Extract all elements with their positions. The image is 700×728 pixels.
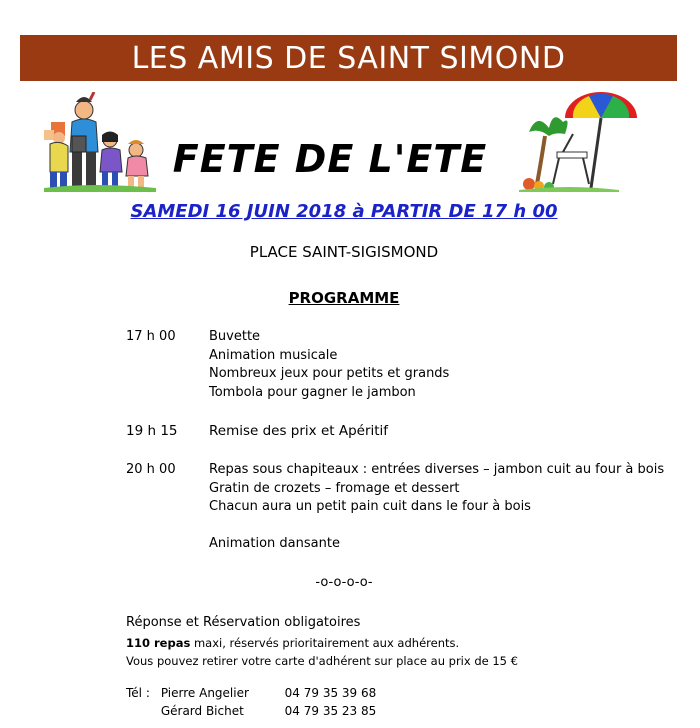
separator: -o-o-o-o- — [315, 575, 373, 590]
reservation-heading: Réponse et Réservation obligatoires — [126, 615, 361, 630]
association-title: LES AMIS DE SAINT SIMOND — [131, 40, 566, 76]
contact-phone: 04 79 35 39 68 — [284, 686, 377, 700]
contact-line — [126, 702, 376, 720]
slot-time: 19 h 15 — [126, 423, 178, 439]
meals-count: 110 repas — [126, 636, 191, 650]
slot-item: Animation dansante — [209, 536, 340, 551]
slot-items — [209, 328, 679, 402]
contact-name: Gérard Bichet — [160, 704, 244, 718]
contacts — [126, 684, 376, 720]
event-date-link[interactable]: SAMEDI 16 JUIN 2018 à PARTIR DE 17 h 00 — [130, 201, 558, 222]
slot-item: Gratin de crozets – fromage et dessert — [209, 480, 460, 496]
event-place: PLACE SAINT-SIGISMOND — [249, 243, 439, 261]
slot-time: 20 h 00 — [126, 462, 176, 477]
slot-item: Animation musicale — [209, 347, 338, 363]
slot-item: Chacun aura un petit pain cuit dans le four à bois — [209, 499, 531, 514]
slot-items — [209, 422, 679, 441]
meals-text: maxi, réservés prioritairement aux adhérents. — [190, 636, 460, 650]
header-banner — [20, 35, 677, 81]
contact-name: Pierre Angelier — [160, 686, 249, 700]
meals-info — [126, 636, 459, 650]
slot-time: 17 h 00 — [126, 329, 176, 344]
slot-item — [209, 517, 679, 536]
slot-item: Tombola pour gagner le jambon — [209, 384, 416, 400]
slot-item: Repas sous chapiteaux : entrées diverses – jambon cuit au four à bois — [209, 462, 665, 477]
slot-item: Buvette — [209, 329, 261, 344]
programme-heading: PROGRAMME — [288, 289, 400, 307]
slot-item: Remise des prix et Apéritif — [209, 423, 389, 439]
slot-item: Nombreux jeux pour petits et grands — [209, 366, 450, 381]
phone-label: Tél : — [126, 686, 150, 700]
contact-line — [126, 684, 376, 702]
slot-items — [209, 461, 679, 554]
event-title: FETE DE L'ETE — [172, 137, 488, 181]
contact-phone: 04 79 35 23 85 — [284, 704, 377, 718]
card-info: Vous pouvez retirer votre carte d'adhérent sur place au prix de 15 € — [126, 654, 518, 668]
